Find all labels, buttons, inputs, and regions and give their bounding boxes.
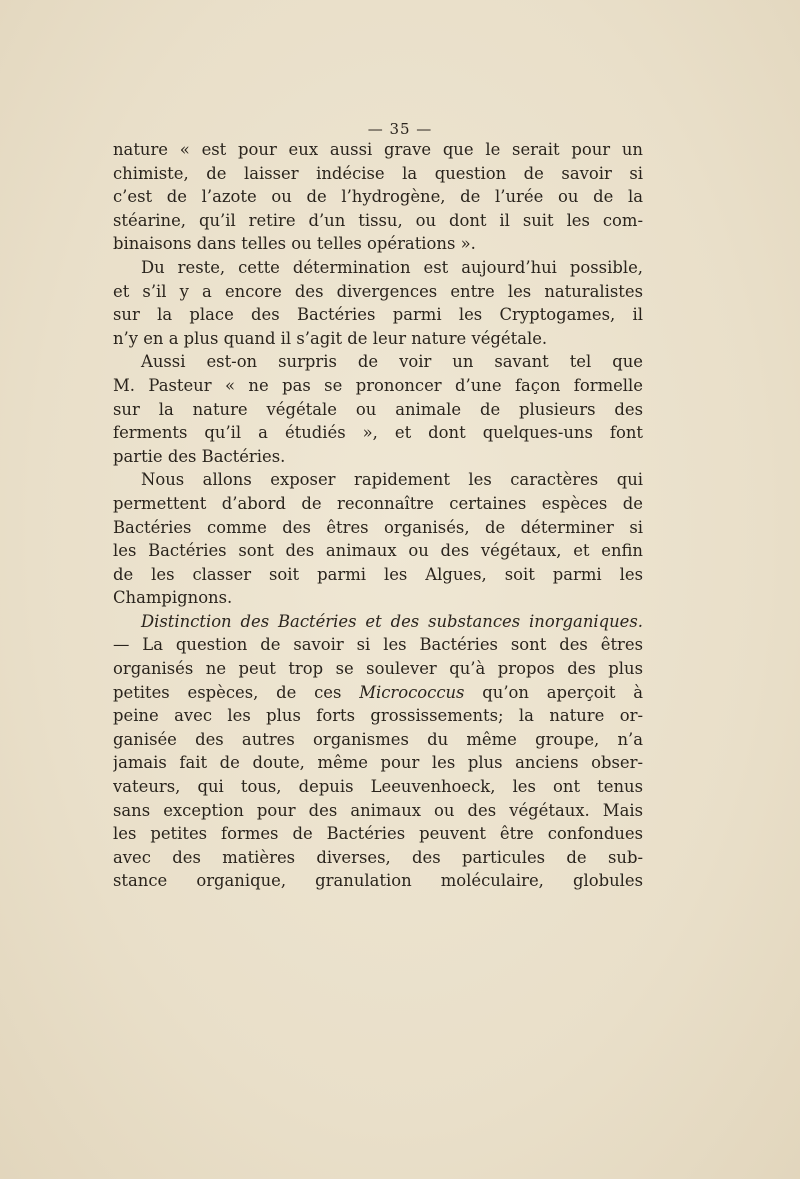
text-line: Aussi est-on surpris de voir un savant tel que	[141, 352, 643, 372]
text-line	[113, 681, 643, 705]
text-line: ganisée des autres organismes du même groupe, n’a	[113, 729, 643, 749]
text-line: de les classer soit parmi les Algues, soit parmi les	[113, 564, 643, 584]
text-line: peine avec les plus forts grossissements; la nature or-	[113, 706, 643, 726]
text-line: les petites formes de Bactéries peuvent être confondues	[113, 824, 643, 844]
text-line: sur la place des Bactéries parmi les Cryptogames, il	[113, 305, 643, 325]
text-line: M. Pasteur « ne pas se prononcer d’une façon formelle	[113, 375, 643, 395]
text-line: sans exception pour des animaux ou des végétaux. Mais	[113, 800, 643, 820]
text-line: chimiste, de laisser indécise la question de savoir si	[113, 163, 643, 183]
text-line: les Bactéries sont des animaux ou des végétaux, et enfin	[113, 541, 643, 561]
text-line: vateurs, qui tous, depuis Leeuvenhoeck, les ont tenus	[113, 777, 643, 797]
text-line: Champignons.	[113, 588, 233, 608]
text-line: et s’il y a encore des divergences entre les naturalistes	[113, 281, 643, 301]
text-line: — La question de savoir si les Bactéries sont des êtres	[113, 635, 643, 655]
text-line: nature « est pour eux aussi grave que le serait pour un	[113, 140, 643, 159]
section-heading: Distinction des Bactéries et des substances inorganiques.	[141, 611, 643, 631]
page-number: — 35 —	[367, 120, 433, 138]
text-line: binaisons dans telles ou telles opérations ».	[113, 234, 476, 254]
text-line: avec des matières diverses, des particules de sub-	[113, 847, 643, 867]
text-line: permettent d’abord de reconnaître certaines espèces de	[113, 493, 643, 513]
text-line: Du reste, cette détermination est aujourd’hui possible,	[141, 257, 643, 277]
text-line: sur la nature végétale ou animale de plusieurs des	[113, 399, 643, 419]
text-line: partie des Bactéries.	[113, 446, 286, 466]
species-name: Micrococcus	[359, 682, 465, 702]
text-line: stéarine, qu’il retire d’un tissu, ou dont il suit les com-	[113, 210, 643, 230]
text-line: organisés ne peut trop se soulever qu’à propos des plus	[113, 659, 643, 679]
text-line: Nous allons exposer rapidement les caractères qui	[141, 470, 643, 490]
text-line: n’y en a plus quand il s’agit de leur nature végétale.	[113, 328, 548, 348]
text-fragment: qu’on aperçoit à	[464, 682, 643, 702]
text-line: c’est de l’azote ou de l’hydrogène, de l’urée ou de la	[113, 187, 643, 207]
text-line: jamais fait de doute, même pour les plus anciens obser-	[113, 753, 643, 773]
text-line: ferments qu’il a étudiés », et dont quelques-uns font	[113, 423, 643, 443]
text-line: stance organique, granulation moléculaire, globules	[113, 871, 643, 891]
text-line: Bactéries comme des êtres organisés, de déterminer si	[113, 517, 643, 537]
body-text	[113, 138, 643, 893]
text-fragment: petites espèces, de ces	[113, 682, 360, 702]
